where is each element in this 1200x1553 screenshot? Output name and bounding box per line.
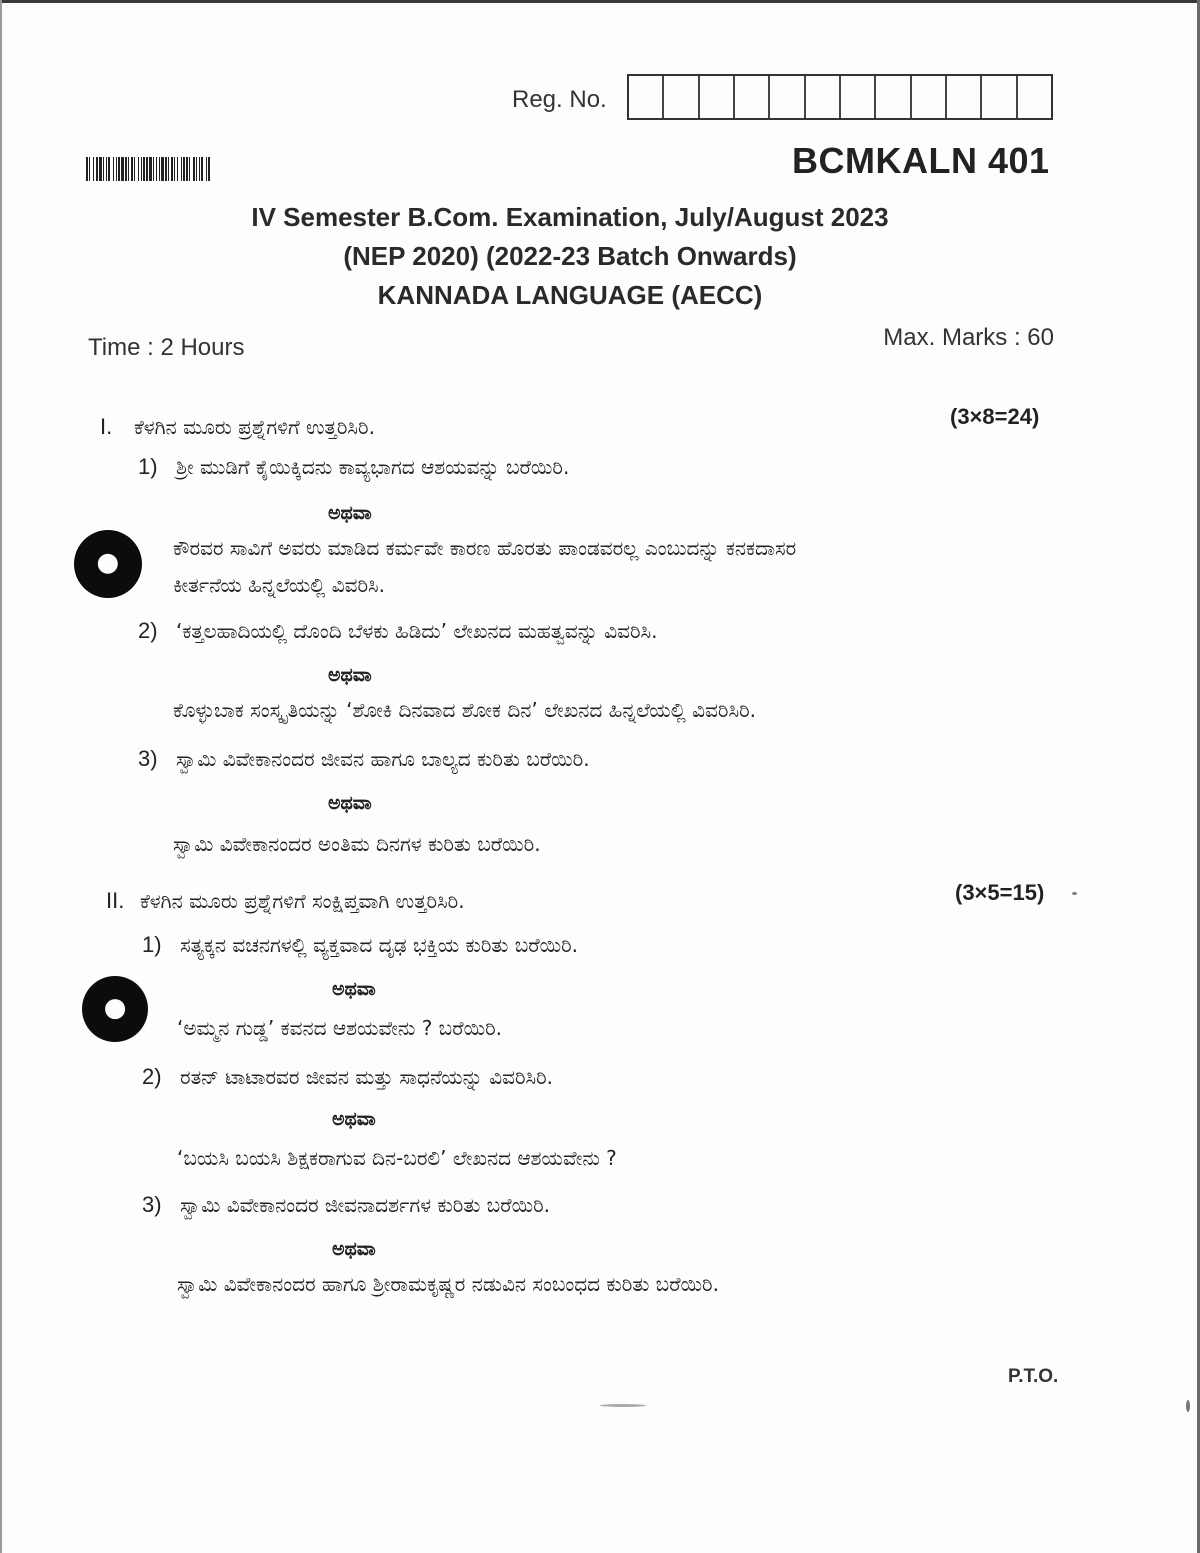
section-1-instruction: ಕೆಳಗಿನ ಮೂರು ಪ್ರಶ್ನೆಗಳಿಗೆ ಉತ್ತರಿಸಿರಿ.: [134, 415, 375, 439]
alternate-question-line: ಕೊಳ್ಳುಬಾಕ ಸಂಸ್ಕೃತಿಯನ್ನು ‘ಶೋಕಿ ದಿನವಾದ ಶೋಕ ದಿನ’ ಲೇಖನದ ಹಿನ್ನಲೆಯಲ್ಲಿ ವಿವರಿಸಿರಿ.: [173, 698, 757, 722]
scan-edge: [0, 0, 2, 1553]
section-2-marks: (3×5=15): [955, 880, 1045, 905]
exam-title-line1: IV Semester B.Com. Examination, July/August 2023: [251, 202, 889, 232]
question-2-1: [142, 932, 578, 958]
alternate-question-1-3: [173, 826, 541, 863]
question-text: ಸತ್ಯಕ್ಕನ ವಚನಗಳಲ್ಲಿ ವ್ಯಕ್ತವಾದ ದೃಢ ಭಕ್ತಿಯ ಕುರಿತು ಬರೆಯಿರಿ.: [180, 933, 579, 957]
paper-code: BCMKALN 401: [792, 140, 1050, 181]
alternate-question-2-3: [177, 1266, 719, 1303]
scan-speck: [600, 1404, 646, 1407]
reg-no-digit-box: [912, 76, 947, 118]
reg-no-digit-box: [841, 76, 876, 118]
reg-no-digit-box: [876, 76, 911, 118]
reg-no-digit-box: [1018, 76, 1051, 118]
scan-speck: [1186, 1400, 1190, 1412]
section-1-number: I.: [100, 414, 113, 439]
or-label: ಅಥವಾ: [332, 978, 376, 1000]
section-2-number: II.: [106, 888, 125, 913]
question-number: 2): [142, 1064, 162, 1089]
alternate-question-line: ಸ್ವಾಮಿ ವಿವೇಕಾನಂದರ ಅಂತಿಮ ದಿನಗಳ ಕುರಿತು ಬರೆಯಿರಿ.: [173, 832, 541, 856]
scan-edge: [0, 0, 1200, 3]
question-number: 2): [138, 618, 158, 643]
question-number: 1): [142, 932, 162, 957]
please-turn-over: P.T.O.: [1008, 1366, 1059, 1387]
reg-no-digit-box: [735, 76, 770, 118]
question-2-2: [142, 1064, 553, 1090]
max-marks: Max. Marks : 60: [883, 324, 1054, 351]
question-text: ಶ್ರೀ ಮುಡಿಗೆ ಕೈಯಿಕ್ಕಿದನು ಕಾವ್ಯಭಾಗದ ಆಶಯವನ್ನು ಬರೆಯಿರಿ.: [176, 455, 570, 479]
alternate-question-2-1: [177, 1010, 502, 1047]
reg-no-digit-box: [629, 76, 664, 118]
reg-no-digit-box: [806, 76, 841, 118]
time-allowed: Time : 2 Hours: [88, 334, 245, 361]
question-number: 3): [138, 746, 158, 771]
scan-speck: [1072, 892, 1077, 895]
alternate-question-line: ಕೀರ್ತನೆಯ ಹಿನ್ನಲೆಯಲ್ಲಿ ವಿವರಿಸಿ.: [173, 573, 385, 597]
question-text: ಸ್ವಾಮಿ ವಿವೇಕಾನಂದರ ಜೀವನಾದರ್ಶಗಳ ಕುರಿತು ಬರೆಯಿರಿ.: [180, 1193, 550, 1217]
alternate-question-line: ಸ್ವಾಮಿ ವಿವೇಕಾನಂದರ ಹಾಗೂ ಶ್ರೀರಾಮಕೃಷ್ಣರ ನಡುವಿನ ಸಂಬಂಧದ ಕುರಿತು ಬರೆಯಿರಿ.: [177, 1272, 719, 1296]
alternate-question-line: ‘ಬಯಸಿ ಬಯಸಿ ಶಿಕ್ಷಕರಾಗುವ ದಿನ-ಬರಲಿ’ ಲೇಖನದ ಆಶಯವೇನು ?: [177, 1146, 617, 1170]
question-1-1: [138, 454, 569, 480]
alternate-question-line: ಕೌರವರ ಸಾವಿಗೆ ಅವರು ಮಾಡಿದ ಕರ್ಮವೇ ಕಾರಣ ಹೊರತು ಪಾಂಡವರಲ್ಲ ಎಂಬುದನ್ನು ಕನಕದಾಸರ: [173, 536, 797, 560]
question-text: ರತನ್ ಟಾಟಾರವರ ಜೀವನ ಮತ್ತು ಸಾಧನೆಯನ್ನು ವಿವರಿಸಿರಿ.: [180, 1065, 554, 1089]
question-2-3: [142, 1192, 550, 1218]
reg-no-boxes: [627, 74, 1053, 120]
alternate-question-1-2: [173, 692, 756, 729]
or-label: ಅಥವಾ: [332, 1238, 376, 1260]
question-number: 3): [142, 1192, 162, 1217]
reg-no-digit-box: [770, 76, 805, 118]
punch-hole-icon: [82, 976, 148, 1042]
alternate-question-line: ‘ಅಮ್ಮನ ಗುಡ್ಡ’ ಕವನದ ಆಶಯವೇನು ? ಬರೆಯಿರಿ.: [177, 1016, 502, 1040]
or-label: ಅಥವಾ: [332, 1108, 376, 1130]
reg-no-digit-box: [664, 76, 699, 118]
exam-title: [200, 198, 940, 315]
or-label: ಅಥವಾ: [328, 792, 372, 814]
reg-no-digit-box: [700, 76, 735, 118]
exam-title-line3: KANNADA LANGUAGE (AECC): [377, 280, 763, 310]
reg-no-digit-box: [947, 76, 982, 118]
or-label: ಅಥವಾ: [328, 502, 372, 524]
question-1-3: [138, 746, 590, 772]
exam-title-line2: (NEP 2020) (2022-23 Batch Onwards): [343, 241, 797, 271]
alternate-question-1-1: [173, 530, 796, 604]
section-1-marks: (3×8=24): [950, 404, 1040, 429]
punch-hole-icon: [74, 530, 142, 598]
question-text: ಸ್ವಾಮಿ ವಿವೇಕಾನಂದರ ಜೀವನ ಹಾಗೂ ಬಾಲ್ಯದ ಕುರಿತು ಬರೆಯಿರಿ.: [176, 747, 590, 771]
question-text: ‘ಕತ್ತಲಹಾದಿಯಲ್ಲಿ ದೊಂದಿ ಬೆಳಕು ಹಿಡಿದು’ ಲೇಖನದ ಮಹತ್ವವನ್ನು ವಿವರಿಸಿ.: [176, 619, 658, 643]
reg-no-label: Reg. No.: [512, 86, 607, 113]
section-1-heading: [100, 414, 375, 440]
section-2-instruction: ಕೆಳಗಿನ ಮೂರು ಪ್ರಶ್ನೆಗಳಿಗೆ ಸಂಕ್ಷಿಪ್ತವಾಗಿ ಉತ್ತರಿಸಿರಿ.: [140, 889, 465, 913]
section-2-heading: [106, 888, 465, 914]
barcode: [86, 157, 351, 181]
reg-no-digit-box: [982, 76, 1017, 118]
question-1-2: [138, 618, 658, 644]
question-number: 1): [138, 454, 158, 479]
or-label: ಅಥವಾ: [328, 664, 372, 686]
alternate-question-2-2: [177, 1140, 617, 1177]
